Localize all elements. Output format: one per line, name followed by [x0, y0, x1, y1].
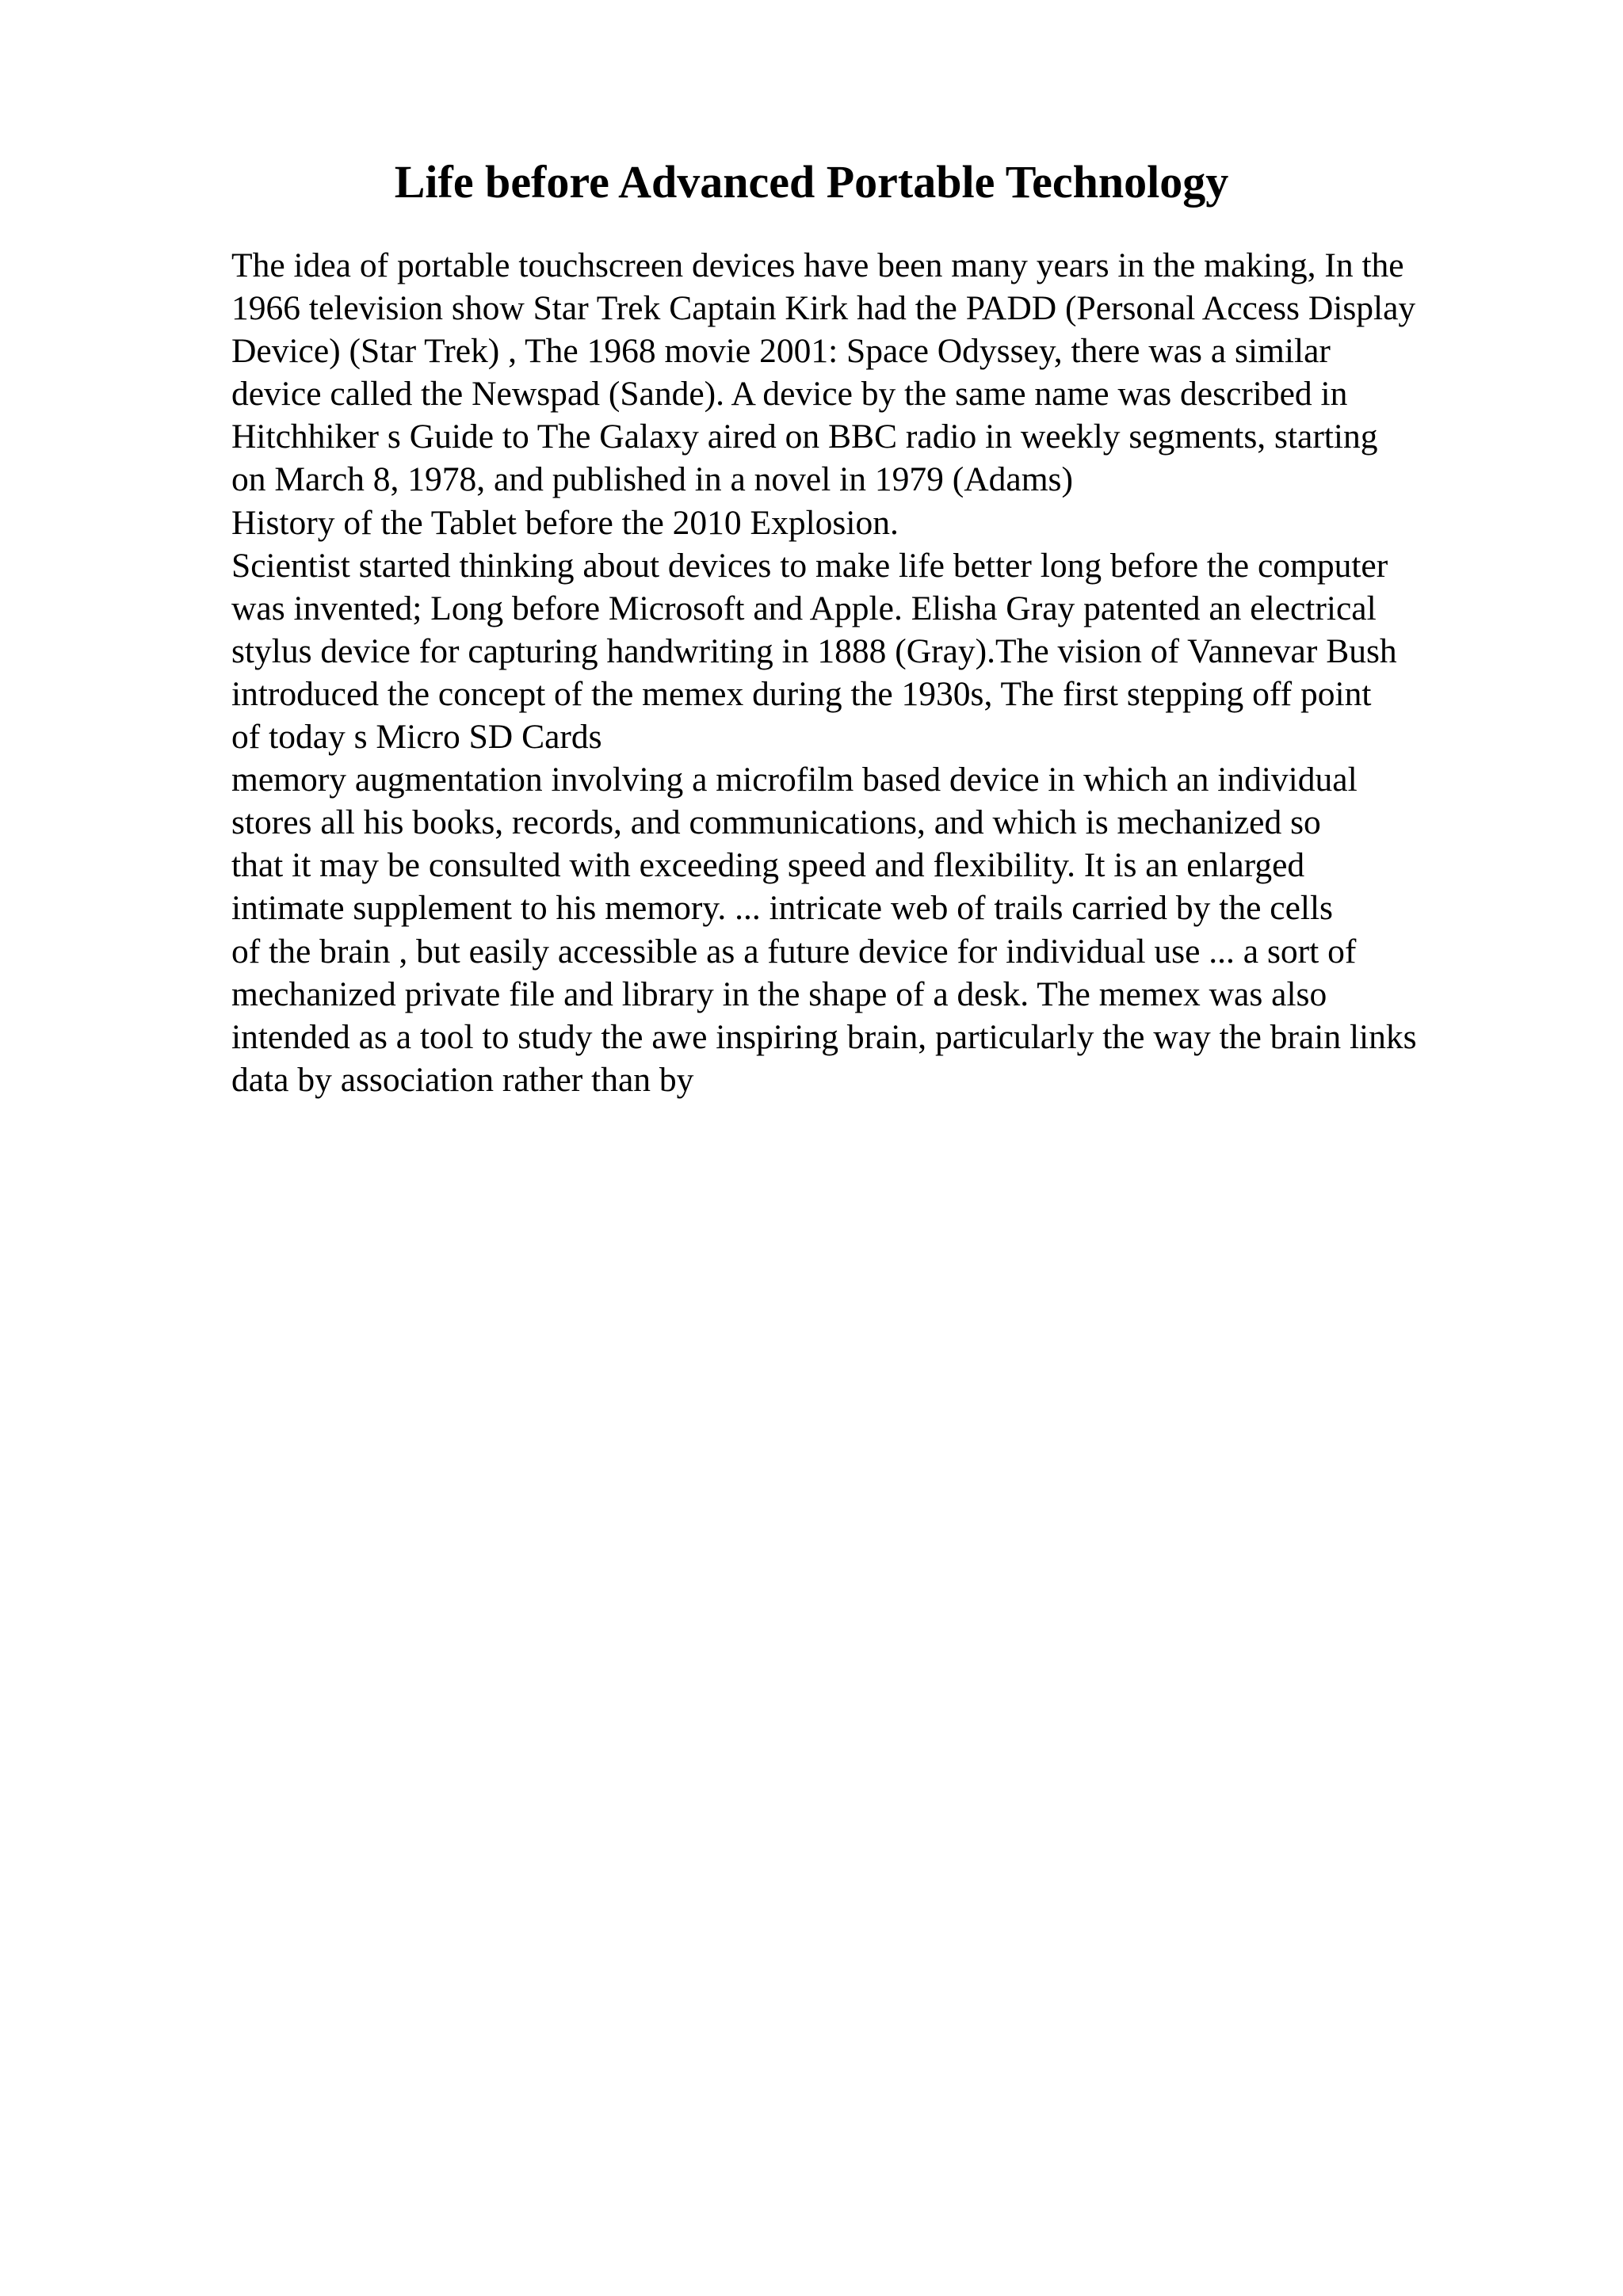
body-line: on March 8, 1978, and published in a novel in 1979 (Adams)	[231, 460, 1073, 499]
body-line: introduced the concept of the memex during the 1930s, The first stepping off point	[231, 674, 1372, 713]
body-line: that it may be consulted with exceeding speed and flexibility. It is an enlarged	[231, 846, 1305, 885]
section-heading: History of the Tablet before the 2010 Explosion.	[231, 503, 899, 542]
body-line: was invented; Long before Microsoft and Apple. Elisha Gray patented an electrical	[231, 589, 1377, 627]
body-line: 1966 television show Star Trek Captain Kirk had the PADD (Personal Access Display	[231, 289, 1416, 328]
page-title: Life before Advanced Portable Technology	[394, 156, 1229, 208]
body-line: stylus device for capturing handwriting in 1888 (Gray).The vision of Vannevar Bush	[231, 631, 1397, 670]
body-line: of the brain , but easily accessible as a future device for individual use ... a sort of	[231, 932, 1357, 971]
body-line: device called the Newspad (Sande). A device by the same name was described in	[231, 375, 1348, 414]
body-line: intimate supplement to his memory. ... intricate web of trails carried by the cells	[231, 889, 1333, 928]
body-line: intended as a tool to study the awe inspiring brain, particularly the way the brain links	[231, 1017, 1417, 1056]
body-line: memory augmentation involving a microfilm based device in which an individual	[231, 761, 1358, 799]
body-line: The idea of portable touchscreen devices have been many years in the making, In the	[231, 246, 1404, 284]
body-line: Hitchhiker s Guide to The Galaxy aired on BBC radio in weekly segments, starting	[231, 418, 1378, 456]
body-line: of today s Micro SD Cards	[231, 718, 602, 757]
body-text	[231, 244, 1594, 1101]
body-line: mechanized private file and library in the shape of a desk. The memex was also	[231, 974, 1327, 1013]
body-line: Scientist started thinking about devices to make life better long before the computer	[231, 546, 1388, 585]
body-line: Device) (Star Trek) , The 1968 movie 2001: Space Odyssey, there was a similar	[231, 332, 1331, 371]
body-line: data by association rather than by	[231, 1060, 694, 1099]
body-line: stores all his books, records, and communications, and which is mechanized so	[231, 803, 1321, 842]
